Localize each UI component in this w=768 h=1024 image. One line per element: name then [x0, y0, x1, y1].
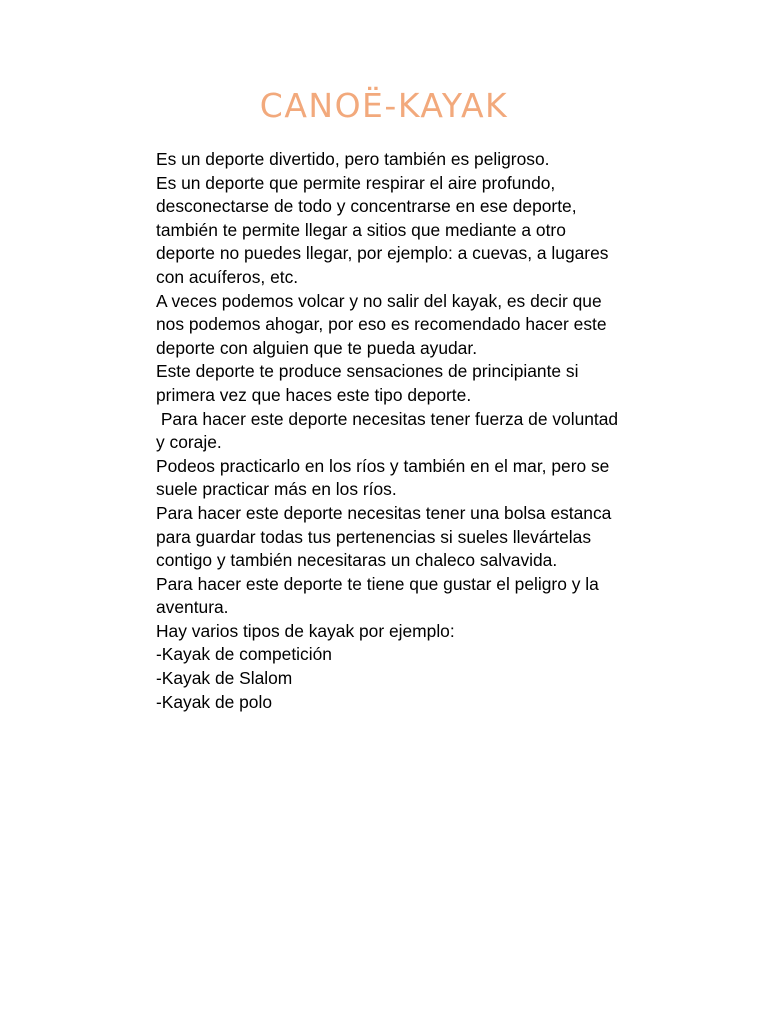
body-line: -Kayak de polo — [156, 691, 273, 712]
document-body — [156, 148, 716, 714]
body-line: deporte con alguien que te pueda ayudar. — [156, 337, 478, 358]
body-line: desconectarse de todo y concentrarse en ese deporte, — [156, 196, 577, 217]
body-line: Este deporte te produce sensaciones de principiante si — [156, 361, 579, 382]
body-line: también te permite llegar a sitios que mediante a otro — [156, 219, 566, 240]
body-line: contigo y también necesitaras un chaleco salvavida. — [156, 550, 558, 571]
document-title-text: CANOË-KAYAK — [259, 86, 509, 125]
body-line: -Kayak de Slalom — [156, 668, 293, 689]
body-line: Para hacer este deporte necesitas tener una bolsa estanca — [156, 502, 612, 523]
body-line: deporte no puedes llegar, por ejemplo: a cuevas, a lugares — [156, 243, 609, 264]
document-title — [0, 86, 768, 125]
body-line: y coraje. — [156, 432, 222, 453]
body-line: con acuíferos, etc. — [156, 266, 299, 287]
body-line: suele practicar más en los ríos. — [156, 479, 397, 500]
body-line: Podeos practicarlo en los ríos y también en el mar, pero se — [156, 455, 610, 476]
body-line: A veces podemos volcar y no salir del kayak, es decir que — [156, 290, 602, 311]
body-line: aventura. — [156, 597, 229, 618]
body-line: primera vez que haces este tipo deporte. — [156, 384, 472, 405]
body-line: Es un deporte divertido, pero también es peligroso. — [156, 149, 550, 169]
body-line: -Kayak de competición — [156, 644, 332, 665]
body-line: Para hacer este deporte necesitas tener fuerza de voluntad — [156, 408, 619, 429]
body-line: Hay varios tipos de kayak por ejemplo: — [156, 620, 455, 641]
body-line: Para hacer este deporte te tiene que gustar el peligro y la — [156, 573, 599, 594]
body-line: Es un deporte que permite respirar el aire profundo, — [156, 172, 556, 193]
body-line: nos podemos ahogar, por eso es recomendado hacer este — [156, 314, 607, 335]
body-line: para guardar todas tus pertenencias si sueles llevártelas — [156, 526, 592, 547]
